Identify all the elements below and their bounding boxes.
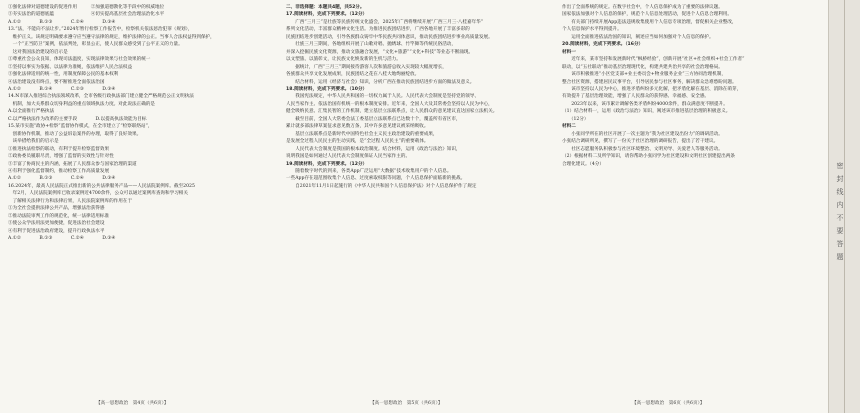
text-line: 19.阅读材料，完成下列要求。（12分） (286, 161, 368, 167)
text-line: 了解相关法律行为和法律后果，人民法院案例库的作用在于 (8, 198, 133, 204)
text-line: ④有利于强化监督制约，推动检察工作高质量发展 (8, 168, 110, 174)
text-line: 近年来，某市坚持和发展新时代“枫桥经验”，创新开展“社区+社会组织+社会工作者” (562, 57, 745, 63)
text-line: 14.N市深入推进综合执法领域改革，全市各级行政执法部门建立健全严格规范公正文明执法 (8, 94, 194, 100)
text-line: ③夯实法治的道德底蕴 ④切实提高基层社会治理法治化水平 (8, 12, 165, 18)
text-line: 我国宪法规定，中华人民共和国的一切权力属于人民。人民代表大会制度是坚持党的领导、 (286, 94, 479, 100)
text-line: 材料一 (562, 49, 576, 55)
text-line: ④法治建设没有终点，要不断推进全面依法治国 (8, 79, 105, 85)
page-footer-left: 【高一思想政治 第4页（共6页）】 (96, 401, 169, 406)
text-line: 据统计，广西“三月三”期间接待游客人次和旅游总收入实现较大幅度增长， (286, 64, 447, 70)
text-line: 社区志愿服务队积极参与社区环境整治、文明劝导、关爱老人等服务活动。 (562, 146, 723, 152)
text-line: A.以全面推行严格执法 (8, 109, 55, 115)
text-line: 民族团结进步创建活动，引导各族群众铸牢中华民族共同体意识，推动民族团结进步事业高质量发展。 (286, 34, 493, 40)
binding-notice (835, 160, 845, 264)
text-line: 15.某市实施“政协+检察”监督协作模式，在全市建立了“检察联络站”， (8, 124, 153, 130)
text-line: 自2021年11月1日起施行的《中华人民共和国个人信息保护法》对个人信息保护作了规定 (286, 183, 477, 189)
text-line: 壮族三月三期间，各地组织开展了山歌对唱、抛绣球、竹竿舞等传统民俗活动， (286, 42, 456, 48)
binding-char: 封 (836, 175, 844, 183)
text-line: 2023年以来，该市累计调解各类矛盾纠纷4000余件，群众满意度不断提升。 (562, 101, 728, 107)
text-line: 20.阅读材料，完成下列要求。（16分） (562, 42, 644, 48)
text-line: 该市坚持以人民为中心，推进矛盾纠纷多元化解，把矛盾化解在基层、消除在萌芽， (562, 86, 742, 92)
text-line: A.①② B.①③ C.②④ D.③④ (8, 236, 116, 242)
text-line: ④有利于促进法治政府建设，提升行政执法水平 (8, 228, 105, 234)
text-line: ②政协委员履职尽责，增强了监督的实效性与针对性 (8, 154, 114, 160)
text-line: ①强化法律对道德建设的促进作用 ②加强道德教化等手段中的权威地位 (8, 5, 165, 10)
text-line: 健全吸纳民意、汇集民智的工作机制，建立基层立法联系点，让人民群众的意见建议直达国家立法机关。 (286, 109, 498, 115)
text-line: 有关部门持续开展App违法违规收集使用个人信息专项治理，督促相关企业整改， (562, 19, 737, 25)
column-middle (286, 4, 556, 190)
column-left (8, 4, 280, 243)
text-line: 有效提升了基层治理效能，增强了人民群众的获得感、幸福感、安全感。 (562, 94, 710, 100)
text-line: ③丰富了协商民主的内涵，拓展了人民群众参与国家治理的渠道 (8, 161, 137, 167)
text-line: 材料二 (562, 124, 576, 130)
binding-char: 要 (836, 227, 844, 235)
text-line: A.①② B.①④ C.②③ D.③④ (8, 86, 116, 92)
text-line: 随着数字时代的到来，各类App广泛运用“大数据”技术收集用户的个人信息。 (286, 168, 452, 174)
column-right (562, 4, 824, 168)
text-line: 17.阅读材料，完成下列要求。（12分） (286, 12, 368, 18)
text-line: ③强化法律适用的统一性，用制度保障公民的基本权利 (8, 72, 119, 78)
text-line: 该举措给我们的启示是 (8, 139, 178, 145)
text-line: 个人信息保护水平得到提升。 (562, 27, 622, 33)
text-line: 国家依法加强对个人信息的保护，规范个人信息处理活动，促进个人信息合理利用。 (562, 12, 732, 18)
binding-char: 线 (836, 188, 844, 196)
text-line: 广西“三月三”是壮族等民族传统文化盛会，2025年广西将继续开展“广西三月三·八桂嘉年华” (286, 19, 484, 25)
text-line: 创新协作机制，推动了公益诉讼案件的办理，取得了良好效果。 (8, 131, 142, 137)
text-line: 13.“法，不能向不法让步。”2024年暂行检察工作报告中，检察机关依法惩治犯罪（规划）， (8, 27, 193, 33)
binding-char: 不 (836, 214, 844, 222)
text-line: A.①② B.①③ C.②④ D.③④ (8, 176, 116, 182)
text-line: 机制，加大关系群众切身利益的重点领域执法力度。对此说法正确的是 (8, 101, 156, 107)
text-line: 截至目前，全国人大常委会法工委基层立法联系点已达数十个，覆盖所有省区市， (286, 116, 461, 122)
text-line: A.①② B.①③ C.②④ D.③④ (8, 19, 116, 25)
text-line: ①为全社会提供法律公共产品，增强法治获得感 (8, 206, 105, 212)
text-line: 并深入挖掘民族文化资源，推动文旅融合发展，“文化+旅游”“文化+科技”等业态不断涌现。 (286, 49, 474, 55)
text-line: ①推进执法检察的联动，有利于提升检察监督效果 (8, 146, 110, 152)
binding-char: 答 (836, 240, 844, 248)
text-line: 各族群众共享文化发展成果，民族团结之花在八桂大地绚丽绽放。 (286, 72, 420, 78)
page-footer-right: 【高一思想政治 第6页（共6页）】 (632, 401, 705, 406)
text-line: 一个“正当防卫”案例，依法判处，彰显公正，使人民群众感受到了公平正义的力量。 (8, 42, 183, 48)
text-line: 结合材料，运用《经济与社会》知识，分析广西在推动民族团结进步方面的做法及意义。 (286, 79, 475, 85)
text-line: 系列文化活动，丰富群众精神文化生活。为推进民族团结进步，广西各地开展了丰富多彩的 (286, 27, 470, 33)
text-line: 合理化建议。（4分） (562, 161, 604, 167)
text-line: 作出了全面系统的规定。在数字社会中，个人信息保护成为了重要的法律议题。 (562, 5, 723, 10)
text-line: 二、非选择题：本题共4题，共52分。 (286, 5, 365, 10)
text-line: 该市积极推进“小区党支部+业主委员会+物业服务企业”三方协同治理机制， (562, 72, 726, 78)
text-line: ②坚持以事实为依据、以法律为准绳，依法维护人民合法权益 (8, 64, 133, 70)
text-line: 运用全面推进依法治国的知识，阐述应当如何加强对个人信息的保护。 (562, 34, 714, 40)
page-footer-middle: 【高一思想政治 第5页（共6页）】 (370, 401, 443, 406)
text-line: 18.阅读材料，完成下列要求。（10分） (286, 86, 368, 92)
text-line: ②推动法院审判工作的规范化，统一法律适用标准 (8, 213, 110, 219)
text-line: 一些App存在超范围收集个人信息、过度索取权限等问题，个人信息保护面临新的挑战。 (286, 176, 466, 182)
text-line: （1）结合材料一，运用《政治与法治》知识，阐述该市推进基层治理的积极意义。 (562, 109, 731, 115)
text-line: 小张同学所在的社区开展了一次主题为“我为社区建设出份力”的调研活动。 (562, 131, 723, 137)
binding-char: 内 (836, 201, 844, 209)
text-line: 累计就多部法律草案征求意见数万条，其中许多意见建议被采纳吸收。 (286, 124, 429, 130)
text-line: 联动，以“五社联动”推动基层治理现代化，构建共建共治共享的社会治理格局。 (562, 64, 723, 70)
text-line: 维护正义。该规定明确要求遵守应当遵守法律的规定，维护法律的公正。当事人合法权益得到保护， (8, 34, 215, 40)
text-line: 基层立法联系点是新时代中国特色社会主义民主政治建设的重要成果， (286, 131, 438, 137)
text-line: C.以严格执法作为改革的主要手段 D.以提高执法效能为目标 (8, 116, 147, 122)
text-line: 说明我国是如何通过人民代表大会制度保证人民当家作主的。 (286, 154, 411, 160)
text-line: 人民代表大会制度是我国的根本政治制度。结合材料，运用《政治与法治》知识， (286, 146, 461, 152)
text-line: 以文塑旅、以旅彰文，让民族文化焕发新的生机与活力。 (286, 57, 401, 63)
text-line: 这对我国法治建设的启示是 (8, 49, 68, 55)
text-line: ③使公众学法用法更加便捷，促进法治社会建设 (8, 221, 105, 227)
text-line: 整合社区资源，搭建居民议事平台，引导居民参与社区事务，解决群众急难愁盼问题。 (562, 79, 737, 85)
text-line: 16.2024年，最高人民法院正式推出新的公共法律服务产品——人民法院案例库。截至2025 (8, 183, 195, 189)
text-line: 人民当家作主、依法治国有机统一的根本制度安排。近年来，全国人大及其常委会坚持以人民为中心， (286, 101, 493, 107)
text-line: 小张结合调研所见，撰写了一份关于社区治理的调研报告，提出了若干建议。 (562, 139, 719, 145)
binding-char: 密 (836, 162, 844, 170)
text-line: 是发展全过程人民民主的生动实践，是“全过程人民民主”的重要载体。 (286, 139, 429, 145)
text-line: （2）根据材料二及所学知识，请你帮助小张同学为社区建设和文明社区创建提出两条 (562, 154, 735, 160)
text-line: （12分） (562, 116, 589, 122)
text-line: 年2月，人民法院案例库已收录案例近4700余件，公众可以通过案例库查询和学习相关 (8, 191, 188, 197)
binding-margin (828, 0, 860, 413)
binding-char: 题 (836, 253, 844, 261)
text-line: ①尊重社会公众良知，体现司法温度，实现法律效果与社会效果的统一 (8, 57, 151, 63)
